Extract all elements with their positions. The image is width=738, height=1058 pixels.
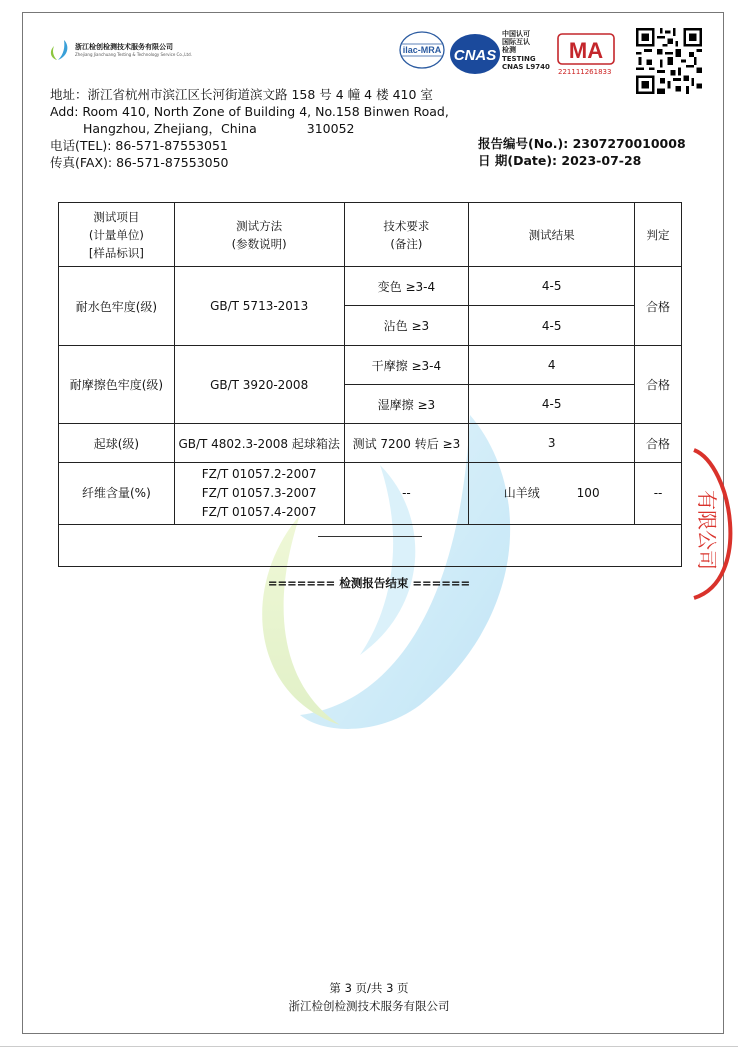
table-row-blank: [59, 525, 682, 567]
table-row: [59, 346, 682, 385]
requirement-cell: 干摩擦 ≥3-4: [344, 346, 469, 385]
verdict-cell: 合格: [635, 267, 682, 346]
cnas-text: 中国认可 国际互认 检测 TESTING CNAS L9740: [502, 30, 550, 71]
header-requirement: 技术要求 (备注): [344, 203, 469, 267]
company-logo-icon: [46, 38, 72, 62]
report-info: [478, 135, 686, 169]
method-pilling: GB/T 4802.3-2008 起球箱法: [174, 424, 344, 463]
cnas-icon: [448, 30, 502, 78]
ma-label: MA: [568, 38, 604, 63]
company-seal-icon: [692, 440, 738, 606]
table-row: [59, 424, 682, 463]
requirement-cell: 测试 7200 转后 ≥3: [344, 424, 469, 463]
header-test-item: 测试项目 (计量单位) [样品标识]: [59, 203, 175, 267]
postal-code: 310052: [306, 121, 355, 136]
telephone: 电话(TEL): 86-571-87553051: [50, 138, 228, 153]
result-cell: 3: [469, 424, 635, 463]
company-name-cn: 浙江检创检测技术服务有限公司: [75, 42, 173, 51]
address-en-line1: Add: Room 410, North Zone of Building 4, No.158 Binwen Road,: [50, 104, 449, 119]
item-water-fastness: 耐水色牢度(级): [59, 267, 175, 346]
page-footer: [0, 979, 738, 1015]
table-header-row: [59, 203, 682, 267]
fax: 传真(FAX): 86-571-87553050: [50, 155, 229, 170]
fiber-name: 山羊绒: [503, 486, 540, 500]
table-row: [59, 267, 682, 306]
verdict-cell: --: [635, 463, 682, 525]
bottom-divider: [0, 1046, 738, 1047]
requirement-cell: 湿摩擦 ≥3: [344, 385, 469, 424]
company-logo: [46, 38, 192, 62]
method-rubbing-fastness: GB/T 3920-2008: [174, 346, 344, 424]
result-cell: 4-5: [469, 385, 635, 424]
result-cell: 4-5: [469, 306, 635, 346]
requirement-cell: 变色 ≥3-4: [344, 267, 469, 306]
header-test-method: 测试方法 (参数说明): [174, 203, 344, 267]
requirement-cell: --: [344, 463, 469, 525]
cma-icon: [556, 32, 616, 68]
method-water-fastness: GB/T 5713-2013: [174, 267, 344, 346]
accreditation-marks: [398, 30, 618, 82]
ilac-label: ilac-MRA: [402, 45, 442, 55]
results-table: [58, 202, 682, 567]
item-rubbing-fastness: 耐摩擦色牢度(级): [59, 346, 175, 424]
ilac-mra-icon: [398, 30, 446, 70]
report-number: 报告编号(No.): 2307270010008: [478, 136, 686, 151]
cnas-label: CNAS: [453, 47, 497, 64]
item-fiber-content: 纤维含量(%): [59, 463, 175, 525]
footer-company: 浙江检创检测技术服务有限公司: [288, 999, 450, 1013]
table-row: [59, 463, 682, 525]
header-result: 测试结果: [469, 203, 635, 267]
method-fiber-content: FZ/T 01057.2-2007 FZ/T 01057.3-2007 FZ/T 01057.4-2007: [174, 463, 344, 525]
address-en-line2: Hangzhou, Zhejiang，China 310052: [83, 121, 355, 136]
result-cell: [469, 463, 635, 525]
verdict-cell: 合格: [635, 424, 682, 463]
address-block: [50, 86, 449, 171]
verdict-cell: 合格: [635, 346, 682, 424]
report-end-marker: ======= 检测报告结束 ======: [267, 576, 471, 590]
result-cell: 4-5: [469, 267, 635, 306]
item-pilling: 起球(级): [59, 424, 175, 463]
ma-number: 221111261833: [558, 68, 612, 76]
report-date: 日 期(Date): 2023-07-28: [478, 153, 642, 168]
header-verdict: 判定: [635, 203, 682, 267]
page-number: 第 3 页/共 3 页: [329, 981, 409, 995]
fiber-value: 100: [576, 486, 600, 500]
company-name-en: Zhejiang Jianchuang Testing & Technology Service Co.,Ltd.: [75, 51, 192, 57]
qr-code-icon: [636, 28, 702, 94]
seal-text: 有限公司: [695, 490, 719, 570]
result-cell: 4: [469, 346, 635, 385]
address-cn: 地址：浙江省杭州市滨江区长河街道滨文路 158 号 4 幢 4 楼 410 室: [50, 87, 433, 102]
requirement-cell: 沾色 ≥3: [344, 306, 469, 346]
blank-row-divider: [318, 536, 422, 537]
